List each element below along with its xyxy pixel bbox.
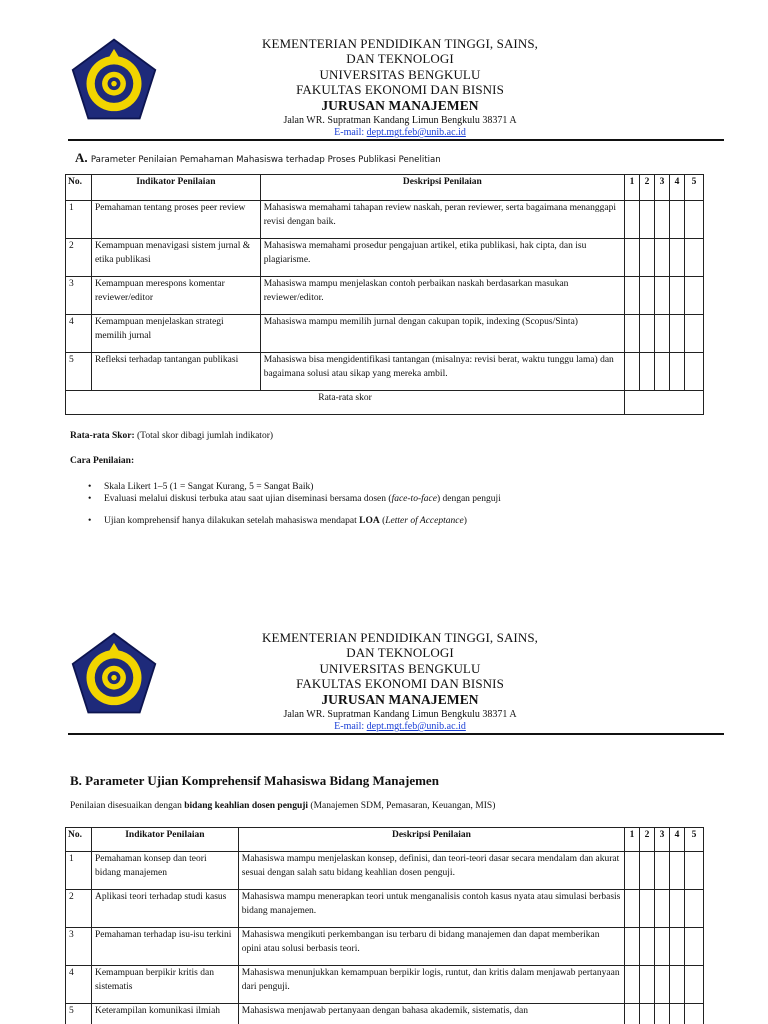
score-cell[interactable] bbox=[684, 315, 703, 353]
col-score-2: 2 bbox=[640, 828, 655, 852]
email-link[interactable]: dept.mgt.feb@unib.ac.id bbox=[366, 127, 466, 139]
score-cell[interactable] bbox=[640, 239, 655, 277]
ministry-line1: KEMENTERIAN PENDIDIKAN TINGGI, SAINS, bbox=[261, 36, 539, 51]
university-name: UNIVERSITAS BENGKULU bbox=[319, 66, 481, 82]
score-cell[interactable] bbox=[640, 852, 655, 890]
row-description: Mahasiswa menjawab pertanyaan dengan bahasa akademik, sistematis, dan bbox=[238, 1004, 624, 1024]
score-cell[interactable] bbox=[655, 890, 670, 928]
row-no: 3 bbox=[66, 928, 92, 966]
table-row bbox=[66, 201, 704, 239]
row-description: Mahasiswa memahami tahapan review naskah, peran reviewer, serta bagaimana menanggapi revisi dengan baik. bbox=[260, 201, 624, 239]
row-description: Mahasiswa mengikuti perkembangan isu terbaru di bidang manajemen dan dapat memberikan opini atau solusi berbasis teori. bbox=[238, 928, 624, 966]
score-cell[interactable] bbox=[670, 1004, 685, 1024]
col-score-3: 3 bbox=[655, 828, 670, 852]
bullet-text: Evaluasi melalui diskusi terbuka atau saat ujian diseminasi bersama dosen ( bbox=[104, 494, 392, 504]
row-description: Mahasiswa menunjukkan kemampuan berpikir logis, runtut, dan kritis dalam menjawab pertanyaan dari penguji. bbox=[238, 966, 624, 1004]
table-header bbox=[66, 175, 704, 201]
score-cell[interactable] bbox=[669, 201, 684, 239]
average-row bbox=[66, 391, 704, 415]
row-no: 4 bbox=[66, 315, 92, 353]
letterhead-text bbox=[200, 630, 600, 733]
score-cell[interactable] bbox=[669, 239, 684, 277]
row-indicator: Aplikasi teori terhadap studi kasus bbox=[91, 890, 238, 928]
score-cell[interactable] bbox=[684, 353, 703, 391]
method-heading bbox=[70, 455, 134, 468]
score-cell[interactable] bbox=[625, 928, 640, 966]
bullet-text: ) bbox=[463, 516, 467, 526]
row-indicator: Pemahaman terhadap isu-isu terkini bbox=[91, 928, 238, 966]
average-label: Rata-rata skor bbox=[66, 391, 625, 415]
row-no: 3 bbox=[66, 277, 92, 315]
score-cell[interactable] bbox=[655, 928, 670, 966]
row-indicator: Refleksi terhadap tantangan publikasi bbox=[91, 353, 260, 391]
faculty-name: FAKULTAS EKONOMI DAN BISNIS bbox=[296, 82, 504, 98]
avg-note: (Total skor dibagi jumlah indikator) bbox=[137, 431, 274, 441]
col-description: Deskripsi Penilaian bbox=[260, 175, 624, 201]
bullet-em: Letter of Acceptance bbox=[385, 516, 464, 526]
subtitle-text: (Manajemen SDM, Pemasaran, Keuangan, MIS) bbox=[308, 801, 496, 811]
score-cell[interactable] bbox=[669, 315, 684, 353]
header-rule bbox=[68, 733, 724, 735]
average-note bbox=[70, 430, 273, 443]
score-cell[interactable] bbox=[640, 353, 655, 391]
section-b-subtitle bbox=[70, 801, 495, 811]
col-score-1: 1 bbox=[625, 175, 640, 201]
score-cell[interactable] bbox=[684, 239, 703, 277]
ministry-line1: KEMENTERIAN PENDIDIKAN TINGGI, SAINS, bbox=[261, 630, 539, 645]
score-cell[interactable] bbox=[640, 890, 655, 928]
table-row bbox=[66, 966, 704, 1004]
university-logo-icon bbox=[68, 36, 160, 124]
row-description: Mahasiswa mampu menerapkan teori untuk menganalisis contoh kasus nyata atau simulasi berbasis bidang manajemen. bbox=[238, 890, 624, 928]
section-a-title bbox=[75, 150, 441, 166]
table-row bbox=[66, 353, 704, 391]
letterhead-top bbox=[0, 0, 768, 139]
university-name: UNIVERSITAS BENGKULU bbox=[319, 660, 481, 676]
row-indicator: Kemampuan berpikir kritis dan sistematis bbox=[91, 966, 238, 1004]
row-description: Mahasiswa memahami prosedur pengajuan artikel, etika publikasi, hak cipta, dan isu plagiarisme. bbox=[260, 239, 624, 277]
email-label: E-mail: bbox=[334, 127, 365, 139]
score-cell[interactable] bbox=[684, 928, 703, 966]
col-indicator: Indikator Penilaian bbox=[91, 175, 260, 201]
score-cell[interactable] bbox=[640, 1004, 655, 1024]
bullet-text: Skala Likert 1–5 (1 = Sangat Kurang, 5 = Sangat Baik) bbox=[104, 482, 314, 492]
row-no: 5 bbox=[66, 1004, 92, 1024]
table-row bbox=[66, 928, 704, 966]
col-description: Deskripsi Penilaian bbox=[238, 828, 624, 852]
header-rule bbox=[68, 139, 724, 141]
bullet-text: ) dengan penguji bbox=[436, 494, 501, 504]
university-logo-icon bbox=[68, 630, 160, 718]
row-no: 1 bbox=[66, 201, 92, 239]
score-cell[interactable] bbox=[640, 928, 655, 966]
score-cell[interactable] bbox=[670, 928, 685, 966]
score-cell[interactable] bbox=[625, 277, 640, 315]
address: Jalan WR. Supratman Kandang Limun Bengkulu 38371 A bbox=[283, 709, 517, 721]
address: Jalan WR. Supratman Kandang Limun Bengkulu 38371 A bbox=[283, 115, 517, 127]
row-description: Mahasiswa mampu memilih jurnal dengan cakupan topik, indexing (Scopus/Sinta) bbox=[260, 315, 624, 353]
table-section-b bbox=[65, 827, 704, 1024]
score-cell[interactable] bbox=[625, 353, 640, 391]
score-cell[interactable] bbox=[669, 277, 684, 315]
col-score-2: 2 bbox=[640, 175, 655, 201]
score-cell[interactable] bbox=[670, 852, 685, 890]
col-score-5: 5 bbox=[684, 175, 703, 201]
col-indicator: Indikator Penilaian bbox=[91, 828, 238, 852]
col-score-3: 3 bbox=[655, 175, 670, 201]
email-label: E-mail: bbox=[334, 721, 365, 733]
subtitle-bold: bidang keahlian dosen penguji bbox=[184, 801, 309, 811]
list-item bbox=[88, 481, 501, 493]
score-cell[interactable] bbox=[640, 277, 655, 315]
score-cell[interactable] bbox=[684, 966, 703, 1004]
score-cell[interactable] bbox=[670, 890, 685, 928]
row-indicator: Kemampuan menavigasi sistem jurnal & etika publikasi bbox=[91, 239, 260, 277]
row-no: 1 bbox=[66, 852, 92, 890]
email-line bbox=[200, 721, 600, 733]
col-no: No. bbox=[66, 828, 92, 852]
avg-label: Rata-rata Skor: bbox=[70, 431, 135, 441]
section-a-letter: A. bbox=[75, 150, 88, 165]
letterhead-second bbox=[0, 594, 768, 733]
department-name: JURUSAN MANAJEMEN bbox=[321, 691, 479, 707]
score-cell[interactable] bbox=[655, 315, 670, 353]
score-cell[interactable] bbox=[625, 852, 640, 890]
score-cell[interactable] bbox=[640, 201, 655, 239]
table-section-a bbox=[65, 174, 704, 415]
row-description: Mahasiswa bisa mengidentifikasi tantangan (misalnya: revisi berat, waktu tunggu lama) dan bagaimana solusi atau sikap yang mereka ambil. bbox=[260, 353, 624, 391]
section-a-heading: Parameter Penilaian Pemahaman Mahasiswa terhadap Proses Publikasi Penelitian bbox=[90, 155, 441, 165]
col-score-5: 5 bbox=[684, 828, 703, 852]
col-score-4: 4 bbox=[670, 828, 685, 852]
score-cell[interactable] bbox=[684, 852, 703, 890]
col-score-4: 4 bbox=[669, 175, 684, 201]
row-description: Mahasiswa mampu menjelaskan konsep, definisi, dan teori-teori dasar secara mendalam dan akurat sesuai dengan salah satu bidang keahlian dosen penguji. bbox=[238, 852, 624, 890]
table-row bbox=[66, 852, 704, 890]
list-item bbox=[88, 515, 501, 527]
score-cell[interactable] bbox=[684, 201, 703, 239]
score-cell[interactable] bbox=[625, 966, 640, 1004]
score-cell[interactable] bbox=[684, 890, 703, 928]
email-link[interactable]: dept.mgt.feb@unib.ac.id bbox=[366, 721, 466, 733]
table-row bbox=[66, 1004, 704, 1024]
col-score-1: 1 bbox=[625, 828, 640, 852]
ministry-line2: DAN TEKNOLOGI bbox=[346, 51, 454, 67]
score-cell[interactable] bbox=[625, 890, 640, 928]
score-cell[interactable] bbox=[684, 1004, 703, 1024]
bullet-text: ( bbox=[379, 516, 386, 526]
row-indicator: Keterampilan komunikasi ilmiah bbox=[91, 1004, 238, 1024]
method-list bbox=[88, 481, 501, 527]
table-row bbox=[66, 315, 704, 353]
score-cell[interactable] bbox=[625, 1004, 640, 1024]
score-cell[interactable] bbox=[655, 201, 670, 239]
table-row bbox=[66, 890, 704, 928]
score-cell[interactable] bbox=[625, 239, 640, 277]
faculty-name: FAKULTAS EKONOMI DAN BISNIS bbox=[296, 676, 504, 692]
department-name: JURUSAN MANAJEMEN bbox=[321, 97, 479, 113]
score-cell[interactable] bbox=[655, 353, 670, 391]
email-line bbox=[200, 127, 600, 139]
bullet-text: Ujian komprehensif hanya dilakukan setelah mahasiswa mendapat bbox=[104, 516, 360, 526]
list-item bbox=[88, 493, 501, 505]
section-b-title: B. Parameter Ujian Komprehensif Mahasiswa Bidang Manajemen bbox=[70, 773, 439, 788]
score-cell[interactable] bbox=[655, 852, 670, 890]
ministry-line2: DAN TEKNOLOGI bbox=[346, 645, 454, 661]
row-no: 4 bbox=[66, 966, 92, 1004]
col-no: No. bbox=[66, 175, 92, 201]
row-indicator: Pemahaman konsep dan teori bidang manajemen bbox=[91, 852, 238, 890]
row-indicator: Kemampuan menjelaskan strategi memilih jurnal bbox=[91, 315, 260, 353]
score-cell[interactable] bbox=[670, 966, 685, 1004]
row-no: 2 bbox=[66, 890, 92, 928]
row-no: 2 bbox=[66, 239, 92, 277]
method-label: Cara Penilaian: bbox=[70, 456, 135, 466]
table-row bbox=[66, 239, 704, 277]
score-cell[interactable] bbox=[655, 966, 670, 1004]
score-cell[interactable] bbox=[640, 966, 655, 1004]
score-cell[interactable] bbox=[655, 239, 670, 277]
score-cell[interactable] bbox=[655, 277, 670, 315]
score-cell[interactable] bbox=[655, 1004, 670, 1024]
row-no: 5 bbox=[66, 353, 92, 391]
row-description: Mahasiswa mampu menjelaskan contoh perbaikan naskah berdasarkan masukan reviewer/editor. bbox=[260, 277, 624, 315]
subtitle-text: Penilaian disesuaikan dengan bbox=[70, 801, 185, 811]
score-cell[interactable] bbox=[669, 353, 684, 391]
score-cell[interactable] bbox=[684, 277, 703, 315]
score-cell[interactable] bbox=[640, 315, 655, 353]
score-cell[interactable] bbox=[625, 201, 640, 239]
average-value-cell[interactable] bbox=[625, 391, 704, 415]
table-row bbox=[66, 277, 704, 315]
bullet-em: face-to-face bbox=[391, 494, 437, 504]
score-cell[interactable] bbox=[625, 315, 640, 353]
row-indicator: Kemampuan merespons komentar reviewer/editor bbox=[91, 277, 260, 315]
bullet-bold: LOA bbox=[359, 516, 380, 526]
letterhead-text bbox=[200, 36, 600, 139]
row-indicator: Pemahaman tentang proses peer review bbox=[91, 201, 260, 239]
table-header bbox=[66, 828, 704, 852]
